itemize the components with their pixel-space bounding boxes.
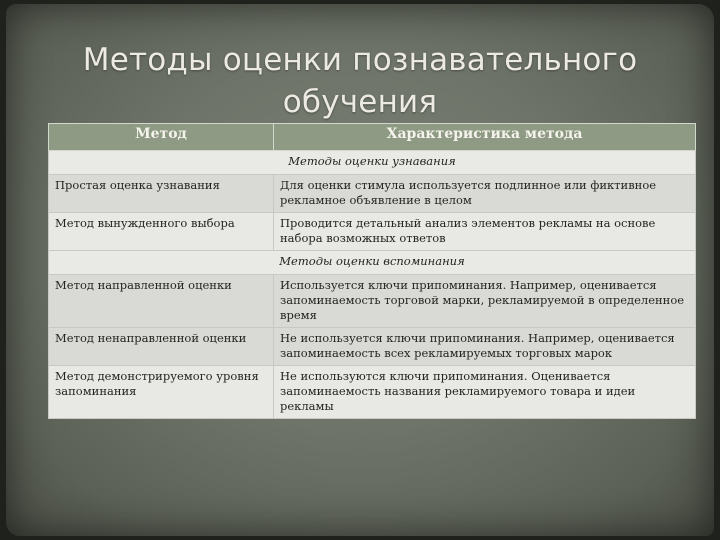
method-cell: Метод вынужденного выбора [49,213,274,251]
section-heading-recall: Методы оценки вспоминания [49,251,696,275]
slide-title-line-1: Методы оценки познавательного [82,41,638,78]
method-cell: Метод демонстрируемого уровня запоминания [49,366,274,419]
table-header-row [49,124,696,151]
characteristic-cell: Для оценки стимула используется подлинное или фиктивное рекламное объявление в целом [274,175,696,213]
table-row [49,213,696,251]
section-row [49,151,696,175]
slide-title-line-2: обучения [282,83,438,120]
characteristic-cell: Проводится детальный анализ элементов рекламы на основе набора возможных ответов [274,213,696,251]
header-characteristic: Характеристика метода [274,124,696,151]
method-cell: Метод направленной оценки [49,275,274,328]
table-row [49,366,696,419]
slide-title [0,39,720,123]
section-row [49,251,696,275]
method-cell: Метод ненаправленной оценки [49,328,274,366]
characteristic-cell: Используется ключи припоминания. Например, оценивается запоминаемость торговой марки, рекламируемой в определенное время [274,275,696,328]
characteristic-cell: Не используется ключи припоминания. Например, оценивается запоминаемость всех рекламируемых торговых марок [274,328,696,366]
methods-table [48,123,696,419]
header-method: Метод [49,124,274,151]
table-row [49,275,696,328]
section-heading-recognition: Методы оценки узнавания [49,151,696,175]
characteristic-cell: Не используются ключи припоминания. Оценивается запоминаемость названия рекламируемого товара и идеи рекламы [274,366,696,419]
table-row [49,328,696,366]
table-row [49,175,696,213]
method-cell: Простая оценка узнавания [49,175,274,213]
